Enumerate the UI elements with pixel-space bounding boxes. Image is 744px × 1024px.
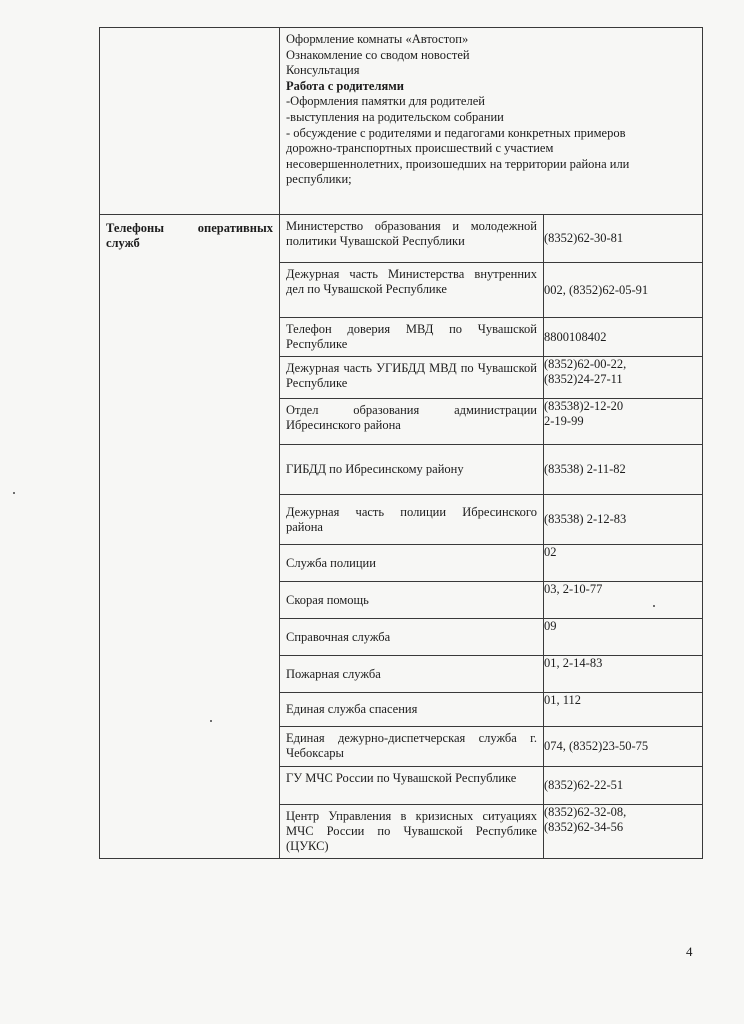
service-phone-cell [544,619,703,656]
service-phone: (83538) 2-12-83 [544,512,627,526]
service-phone: (8352)62-00-22, [544,357,627,371]
service-phone: 01, 112 [544,693,582,707]
service-phone: 02 [544,545,557,559]
service-name: ГУ МЧС России по Чувашской Республике [286,771,517,785]
activity-line: несовершеннолетних, произошедших на территории района или [286,156,630,171]
service-name-cell [280,445,544,495]
service-phone-cell [544,693,703,727]
service-name-cell [280,318,544,357]
service-phone: 03, 2-10-77 [544,582,603,596]
service-name: Единая служба спасения [286,702,418,716]
service-phone-cell [544,582,703,619]
activity-line: Оформление комнаты «Автостоп» [286,32,469,46]
service-name: Дежурная часть Министерства внутренних дел по Чувашской Республике [286,267,537,296]
service-phone-cell [544,263,703,318]
services-label: Телефоны оперативных служб [106,221,273,250]
service-name: ГИБДД по Ибресинскому району [286,462,464,476]
activities-cell [280,28,703,215]
service-name-cell [280,215,544,263]
service-name-cell [280,357,544,399]
service-phone: (83538) 2-11-82 [544,462,626,476]
service-name-cell [280,545,544,582]
service-name-cell [280,399,544,445]
scan-speck [13,492,15,494]
service-name: Скорая помощь [286,592,369,607]
service-phone: 01, 2-14-83 [544,656,603,670]
parents-work-heading: Работа с родителями [286,78,404,93]
service-phone-cell [544,656,703,693]
service-name-cell [280,727,544,767]
service-name-cell [280,582,544,619]
service-name-cell [280,263,544,318]
activity-line: дорожно-транспортных происшествий с участием [286,141,554,156]
activity-line: - обсуждение с родителями и педагогами конкретных примеров [286,125,626,140]
service-phone: 074, (8352)23-50-75 [544,739,649,753]
service-name: Дежурная часть полиции Ибресинского района [286,504,537,534]
service-phone-cell [544,767,703,805]
activity-line: -выступления на родительском собрании [286,109,504,124]
activities-row [100,28,703,215]
service-phone: 002, (8352)62-05-91 [544,282,649,297]
service-phone-cell [544,215,703,263]
scan-speck [653,605,655,607]
service-phone-cell [544,545,703,582]
service-row [100,215,703,263]
service-name: Служба полиции [286,555,376,570]
service-phone: (83538)2-12-20 [544,399,624,413]
page-number: 4 [686,944,693,959]
service-phone-cell [544,399,703,445]
service-name-cell [280,619,544,656]
service-phone-cell [544,357,703,399]
service-name: Справочная служба [286,629,391,644]
service-phone-cell [544,727,703,767]
service-phone: (8352)62-30-81 [544,231,624,245]
service-name: Пожарная служба [286,666,381,681]
service-phone: (8352)24-27-11 [544,372,623,386]
service-name: Дежурная часть УГИБДД МВД по Чувашской Республике [286,361,537,390]
service-phone-cell [544,318,703,357]
activity-line: Консультация [286,63,360,78]
service-name-cell [280,767,544,805]
service-phone: 2-19-99 [544,414,584,428]
service-name-cell [280,805,544,859]
service-name-cell [280,656,544,693]
service-phone: 8800108402 [544,329,607,344]
service-name: Министерство образования и молодежной политики Чувашской Республики [286,219,537,248]
service-name: Отдел образования администрации Ибресинского района [286,403,537,432]
service-phone-cell [544,495,703,545]
service-name-cell [280,693,544,727]
activity-line: республики; [286,172,352,187]
service-phone-cell [544,445,703,495]
service-name: Телефон доверия МВД по Чувашской Республике [286,322,537,351]
empty-label-cell [100,28,280,215]
service-name-cell [280,495,544,545]
service-phone: (8352)62-34-56 [544,820,624,834]
service-phone: (8352)62-22-51 [544,778,624,792]
document-table [99,27,703,859]
activity-line: -Оформления памятки для родителей [286,94,485,109]
service-phone: (8352)62-32-08, [544,805,627,819]
service-name: Единая дежурно-диспетчерская служба г. Чебоксары [286,731,537,760]
scan-speck [210,720,212,722]
service-phone-cell [544,805,703,859]
services-label-cell [100,215,280,859]
activity-line: Ознакомление со сводом новостей [286,47,470,62]
service-phone: 09 [544,619,557,633]
service-name: Центр Управления в кризисных ситуациях МЧС России по Чувашской Республике (ЦУКС) [286,809,537,853]
